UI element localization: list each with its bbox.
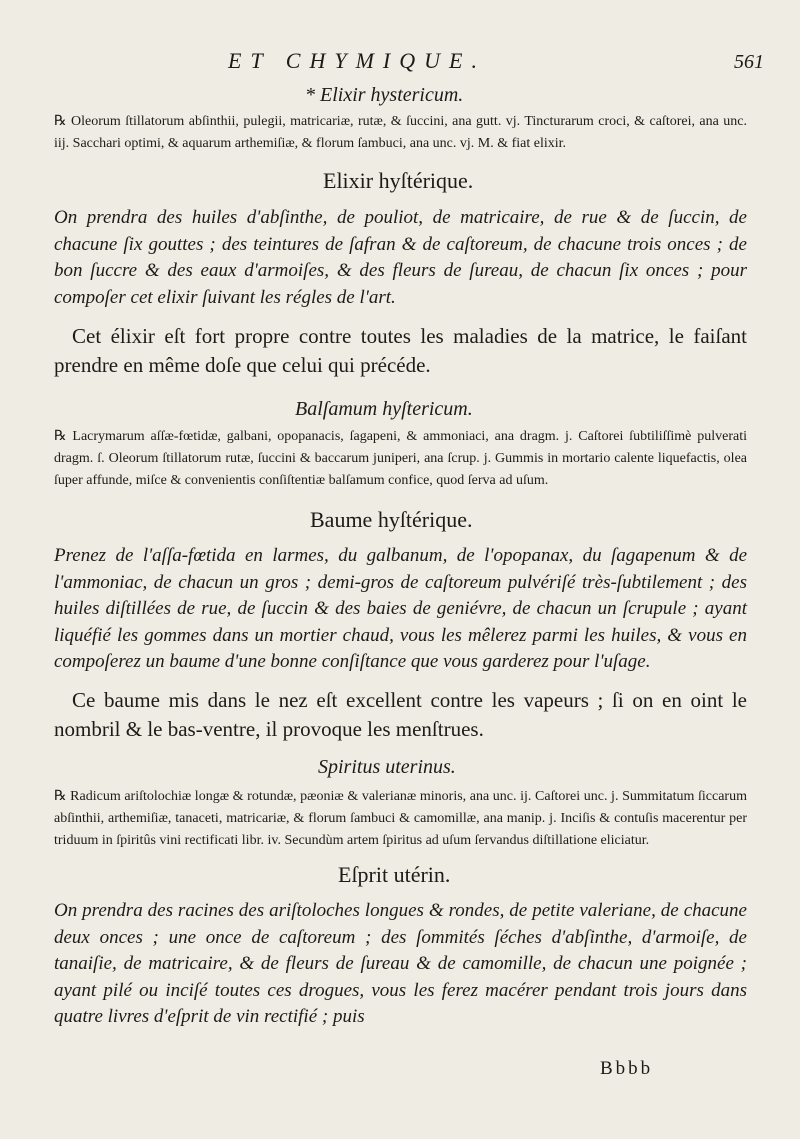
printer-signature: Bbbb (600, 1058, 654, 1079)
running-header: ET CHYMIQUE. (228, 48, 486, 73)
latin-recipe-spirit: ℞ Radicum ariſtolochiæ longæ & rotundæ, pæoniæ & valerianæ minoris, ana unc. ij. Caſtorei unc. j. Summitatum ſiccarum abſinthii, arthemiſiæ, tanaceti, matricariæ, & florum ſambuci & camomillæ, ana manip. j. Inciſis & contuſis macerentur per triduum in ſpiritûs vini rectificati libr. iv. Secundùm artem ſpiritus ad uſum ſervandus diſtillatione eliciatur. (54, 789, 747, 848)
latin-title-elixir: * Elixir hystericum. (305, 84, 464, 106)
latin-recipe-elixir: ℞ Oleorum ſtillatorum abſinthii, pulegii, matricariæ, rutæ, & ſuccini, ana gutt. vj. Tincturarum croci, & caſtorei, ana unc. iij. Sacchari optimi, & aquarum arthemiſiæ, & florum ſambuci, ana unc. vj. M. & fiat elixir. (54, 114, 747, 151)
french-recipe-balsam: Prenez de l'aſſa-fœtida en larmes, du galbanum, de l'opopanax, du ſagapenum & de l'ammoniac, de chacun un gros ; demi-gros de caſtoreum pulvériſé très-ſubtilement ; des huiles diſtillées de rue, de ſuccin & des baies de geniévre, de chacun un ſcrupule ; ayant liquéfié les gommes dans un mortier chaud, vous les mêlerez parmi les huiles, & vous en compoſerez un baume d'une bonne conſiſtance que vous garderez pour l'uſage. (54, 545, 747, 672)
latin-recipe-balsam: ℞ Lacrymarum aſſæ-fœtidæ, galbani, opopanacis, ſagapeni, & ammoniaci, ana dragm. j. Caſtorei ſubtiliſſimè pulverati dragm. ſ. Oleorum ſtillatorum rutæ, ſuccini & baccarum juniperi, ana ſcrup. j. Gummis in mortario calente liquefactis, olea ſuper affunde, miſce & convenientis conſiſtentiæ balſamum confice, quod ſerva ad uſum. (54, 429, 747, 488)
commentary-balsam: Ce baume mis dans le nez eſt excellent contre les vapeurs ; ſi on en oint le nombril & le bas-ventre, il provoque les menſtrues. (54, 688, 747, 741)
french-title-balsam: Baume hyſtérique. (310, 507, 473, 532)
page-number: 561 (734, 51, 764, 73)
latin-title-balsam: Balſamum hyſtericum. (295, 398, 473, 420)
latin-title-spirit: Spiritus uterinus. (318, 756, 456, 778)
french-title-spirit: Eſprit utérin. (338, 862, 451, 887)
commentary-elixir: Cet élixir eſt fort propre contre toutes les maladies de la matrice, le faiſant prendre en même doſe que celui qui précéde. (54, 324, 747, 377)
french-title-elixir: Elixir hyſtérique. (323, 168, 474, 193)
french-recipe-elixir: On prendra des huiles d'abſinthe, de pouliot, de matricaire, de rue & de ſuccin, de chacune ſix gouttes ; des teintures de ſafran & de caſtoreum, de chacune trois onces ; de bon ſuccre & des eaux d'armoiſes, & des fleurs de ſureau, de chacun ſix onces ; pour compoſer cet elixir ſuivant les régles de l'art. (54, 207, 747, 308)
french-recipe-spirit: On prendra des racines des ariſtoloches longues & rondes, de petite valeriane, de chacune deux onces ; une once de caſtoreum ; des ſommités ſéches d'abſinthe, d'armoiſe, de tanaiſie, de matricaire, & de fleurs de ſureau & de camomille, de chacun une poignée ; ayant pilé ou inciſé toutes ces drogues, vous les ferez macérer pendant trois jours dans quatre livres d'eſprit de vin rectifié ; puis (54, 900, 747, 1027)
